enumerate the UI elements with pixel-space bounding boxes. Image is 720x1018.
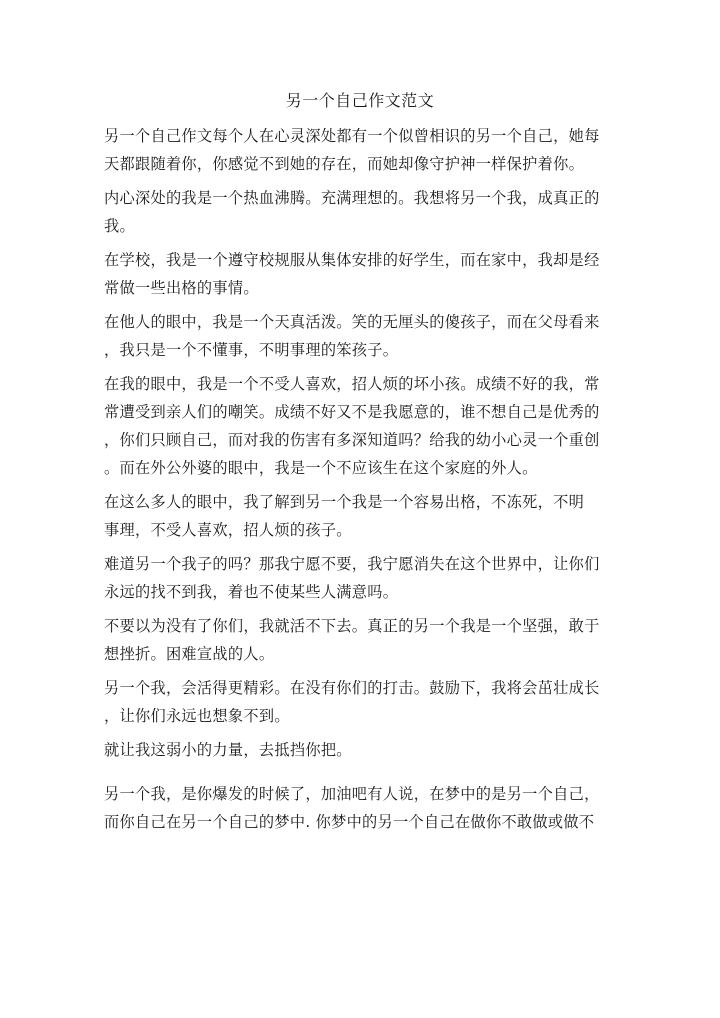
paragraph: 另一个自己作文每个人在心灵深处都有一个似曾相识的另一个自己，她每 天都跟随着你，你感觉不到她的存在，而她却像守护神一样保护着你。	[104, 127, 600, 173]
document-body	[104, 122, 609, 842]
paragraph: 在他人的眼中，我是一个天真活泼。笑的无厘头的傻孩子，而在父母看来 ，我只是一个不懂事，不明事理的笨孩子。	[104, 313, 600, 359]
paragraph: 另一个我，会活得更精彩。在没有你们的打击。鼓励下，我将会茁壮成长 ，让你们永远也想象不到。	[104, 679, 600, 725]
paragraph: 在这么多人的眼中，我了解到另一个我是一个容易出格，不冻死，不明 事理，不受人喜欢，招人烦的孩子。	[104, 493, 585, 539]
paragraph: 不要以为没有了你们，我就活不下去。真正的另一个我是一个坚强，敢于 想挫折。困难宣战的人。	[104, 617, 600, 663]
document-title: 另一个自己作文范文	[285, 91, 435, 110]
paragraph: 就让我这弱小的力量，去抵挡你把。	[104, 741, 352, 759]
paragraph: 内心深处的我是一个热血沸腾。充满理想的。我想将另一个我，成真正的 我。	[104, 189, 600, 235]
paragraph: 在学校，我是一个遵守校规服从集体安排的好学生，而在家中，我却是经 常做一些出格的事情。	[104, 251, 600, 297]
paragraph: 另一个我，是你爆发的时候了，加油吧有人说，在梦中的是另一个自己， 而你自己在另一个自己的梦中. 你梦中的另一个自己在做你不敢做或做不	[104, 785, 600, 831]
paragraph: 在我的眼中，我是一个不受人喜欢，招人烦的坏小孩。成绩不好的我，常 常遭受到亲人们的嘲笑。成绩不好又不是我愿意的，谁不想自己是优秀的 ，你们只顾自己，而对我的伤害有多深知道吗？给我的幼小心灵一个重创 。而在外公外婆的眼中，我是一个不应该生在这个家庭的外人。	[104, 375, 600, 477]
paragraph: 难道另一个我子的吗？那我宁愿不要，我宁愿消失在这个世界中，让你们 永远的找不到我，着也不使某些人满意吗。	[104, 555, 600, 601]
